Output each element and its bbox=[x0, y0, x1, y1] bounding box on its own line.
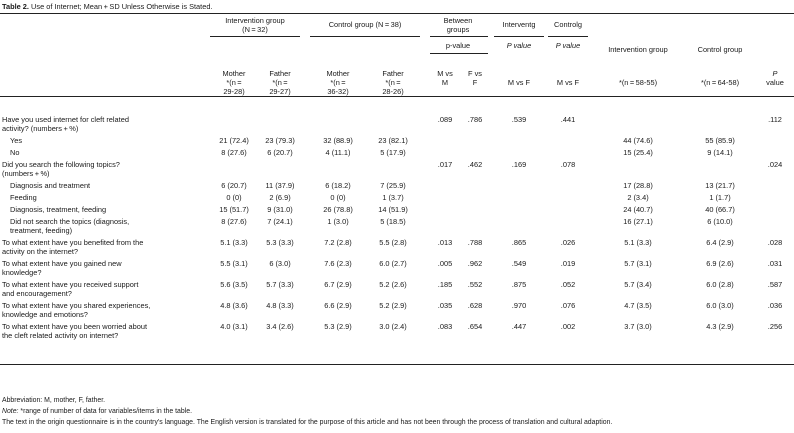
cell-int-total: 3.7 (3.0) bbox=[624, 322, 652, 331]
cell-controlg-p: .052 bbox=[560, 280, 576, 289]
header-p-col-2: value bbox=[766, 78, 784, 87]
cell-p-value: .036 bbox=[767, 301, 783, 310]
row-label: To what extent have you gained new bbox=[2, 259, 122, 268]
cell-int-total: 44 (74.6) bbox=[623, 136, 653, 145]
cell-int-mother: 21 (72.4) bbox=[219, 136, 249, 145]
cell-f-vs-f: .654 bbox=[467, 322, 483, 331]
cell-ctl-total: 13 (21.7) bbox=[705, 181, 735, 190]
cell-f-vs-f: .788 bbox=[467, 238, 483, 247]
cell-ctl-father: 14 (51.9) bbox=[378, 205, 408, 214]
cell-int-mother: 5.1 (3.3) bbox=[220, 238, 248, 247]
cell-f-vs-f: .628 bbox=[467, 301, 483, 310]
rule-between-groups bbox=[430, 36, 488, 37]
cell-ctl-father: 5.2 (2.9) bbox=[379, 301, 407, 310]
cell-int-total: 15 (25.4) bbox=[623, 148, 653, 157]
cell-m-vs-m: .185 bbox=[437, 280, 453, 289]
cell-controlg-p: .076 bbox=[560, 301, 576, 310]
cell-int-father: 3.4 (2.6) bbox=[266, 322, 294, 331]
row-label: To what extent have you benefited from the bbox=[2, 238, 144, 247]
cell-m-vs-m: .005 bbox=[437, 259, 453, 268]
header-between-groups-1: Between bbox=[443, 16, 473, 25]
row-label: activity on the internet? bbox=[2, 247, 79, 256]
header-ctl-mother: Mother bbox=[326, 69, 350, 78]
header-between-groups-2: groups bbox=[446, 25, 470, 34]
bottom-rule bbox=[0, 364, 794, 365]
rule-controlg bbox=[548, 36, 588, 37]
cell-int-mother: 15 (51.7) bbox=[219, 205, 249, 214]
row-label: Yes bbox=[10, 136, 23, 145]
cell-int-total: 4.7 (3.5) bbox=[624, 301, 652, 310]
rule-intervention-group bbox=[210, 36, 300, 37]
cell-controlg-p: .002 bbox=[560, 322, 576, 331]
cell-ctl-mother: 5.3 (2.9) bbox=[324, 322, 352, 331]
row-label: Have you used internet for cleft related bbox=[2, 115, 129, 124]
cell-f-vs-f: .462 bbox=[467, 160, 483, 169]
header-controlg: Controlg bbox=[554, 20, 582, 29]
header-ctl-father-n-prefix: *(n = bbox=[385, 78, 401, 87]
footnote-note-text: *range of number of data for variables/items in the table. bbox=[18, 408, 192, 415]
cell-int-mother: 8 (27.6) bbox=[221, 148, 247, 157]
cell-p-value: .256 bbox=[767, 322, 783, 331]
header-p-value-controlg: P value bbox=[555, 41, 581, 50]
cell-ctl-mother: 6 (18.2) bbox=[325, 181, 351, 190]
cell-int-father: 7 (24.1) bbox=[267, 217, 293, 226]
cell-f-vs-f: .552 bbox=[467, 280, 483, 289]
header-intervention-n: (N = 32) bbox=[242, 25, 268, 34]
cell-controlg-p: .441 bbox=[560, 115, 576, 124]
cell-ctl-mother: 6.6 (2.9) bbox=[324, 301, 352, 310]
cell-ctl-total: 1 (1.7) bbox=[709, 193, 731, 202]
row-label: (numbers + %) bbox=[2, 169, 50, 178]
row-label: No bbox=[10, 148, 20, 157]
header-ctl-father: Father bbox=[382, 69, 404, 78]
row-label: Did not search the topics (diagnosis, bbox=[10, 217, 130, 226]
footnote-abbreviation: Abbreviation: M, mother, F, father. bbox=[2, 397, 106, 404]
cell-ctl-total: 40 (66.7) bbox=[705, 205, 735, 214]
cell-int-father: 23 (79.3) bbox=[265, 136, 295, 145]
header-intervention-group: Intervention group bbox=[225, 16, 285, 25]
cell-int-father: 6 (3.0) bbox=[269, 259, 291, 268]
cell-ctl-father: 7 (25.9) bbox=[380, 181, 406, 190]
cell-ctl-mother: 7.2 (2.8) bbox=[324, 238, 352, 247]
table-title bbox=[2, 2, 213, 11]
cell-f-vs-f: .786 bbox=[467, 115, 483, 124]
header-m-vs-2: M bbox=[441, 78, 449, 87]
cell-ctl-mother: 32 (88.9) bbox=[323, 136, 353, 145]
row-label: activity? (numbers + %) bbox=[2, 124, 79, 133]
cell-int-mother: 0 (0) bbox=[226, 193, 242, 202]
cell-ctl-father: 5 (18.5) bbox=[380, 217, 406, 226]
cell-int-mother: 5.6 (3.5) bbox=[220, 280, 248, 289]
header-interventg: Interventg bbox=[502, 20, 536, 29]
header-int-mother-n: 29-28) bbox=[223, 87, 245, 96]
cell-interventg-p: .169 bbox=[511, 160, 527, 169]
cell-ctl-father: 5.2 (2.6) bbox=[379, 280, 407, 289]
row-label: To what extent have you received support bbox=[2, 280, 139, 289]
cell-p-value: .028 bbox=[767, 238, 783, 247]
cell-ctl-total: 4.3 (2.9) bbox=[706, 322, 734, 331]
header-p-value: p-value bbox=[445, 41, 471, 50]
top-rule bbox=[0, 13, 794, 14]
row-label: and encouragement? bbox=[2, 289, 72, 298]
cell-int-father: 2 (6.9) bbox=[269, 193, 291, 202]
cell-int-mother: 5.5 (3.1) bbox=[220, 259, 248, 268]
header-int-father: Father bbox=[269, 69, 291, 78]
row-label: To what extent have you been worried about bbox=[2, 322, 148, 331]
cell-ctl-father: 5 (17.9) bbox=[380, 148, 406, 157]
header-int-father-n: 29-27) bbox=[269, 87, 291, 96]
cell-ctl-mother: 0 (0) bbox=[330, 193, 346, 202]
cell-ctl-father: 3.0 (2.4) bbox=[379, 322, 407, 331]
cell-int-father: 5.3 (3.3) bbox=[266, 238, 294, 247]
cell-interventg-p: .875 bbox=[511, 280, 527, 289]
header-m-vs-f-controlg: M vs F bbox=[556, 78, 580, 87]
cell-interventg-p: .539 bbox=[511, 115, 527, 124]
cell-m-vs-m: .083 bbox=[437, 322, 453, 331]
cell-f-vs-f: .962 bbox=[467, 259, 483, 268]
header-ctl-father-n: 28-26) bbox=[382, 87, 404, 96]
rule-control-group bbox=[310, 36, 420, 37]
cell-interventg-p: .549 bbox=[511, 259, 527, 268]
cell-m-vs-m: .013 bbox=[437, 238, 453, 247]
cell-controlg-p: .019 bbox=[560, 259, 576, 268]
cell-ctl-mother: 1 (3.0) bbox=[327, 217, 349, 226]
header-int-mother: Mother bbox=[222, 69, 246, 78]
cell-int-father: 9 (31.0) bbox=[267, 205, 293, 214]
header-p-value-interventg: P value bbox=[506, 41, 532, 50]
row-label: treatment, feeding) bbox=[10, 226, 73, 235]
header-int-mother-n-prefix: *(n = bbox=[226, 78, 242, 87]
cell-ctl-total: 6 (10.0) bbox=[707, 217, 733, 226]
cell-ctl-father: 5.5 (2.8) bbox=[379, 238, 407, 247]
header-bottom-rule bbox=[0, 96, 794, 97]
cell-ctl-father: 1 (3.7) bbox=[382, 193, 404, 202]
cell-p-value: .024 bbox=[767, 160, 783, 169]
row-label: Did you search the following topics? bbox=[2, 160, 120, 169]
cell-ctl-total: 9 (14.1) bbox=[707, 148, 733, 157]
cell-m-vs-m: .089 bbox=[437, 115, 453, 124]
cell-int-total: 16 (27.1) bbox=[623, 217, 653, 226]
cell-int-mother: 4.0 (3.1) bbox=[220, 322, 248, 331]
row-label: Feeding bbox=[10, 193, 37, 202]
footnote-origin: The text in the origin questionnaire is in the country’s language. The English version is translated for the purpose of this article and has not been through the process of translation and cultural adaption. bbox=[2, 419, 613, 426]
cell-int-father: 11 (37.9) bbox=[265, 181, 295, 190]
cell-p-value: .587 bbox=[767, 280, 783, 289]
cell-m-vs-m: .017 bbox=[437, 160, 453, 169]
header-ctl-mother-n-prefix: *(n = bbox=[330, 78, 346, 87]
footnote-note-label: Note: bbox=[2, 408, 19, 415]
footnote-note bbox=[2, 408, 192, 415]
header-m-vs-1: M vs bbox=[437, 69, 453, 78]
table-title-text: Use of Internet; Mean + SD Unless Otherwise is Stated. bbox=[31, 2, 213, 11]
header-ctl-total-n: *(n = 64-58) bbox=[700, 78, 740, 87]
cell-int-mother: 6 (20.7) bbox=[221, 181, 247, 190]
cell-ctl-father: 23 (82.1) bbox=[378, 136, 408, 145]
cell-interventg-p: .970 bbox=[511, 301, 527, 310]
cell-ctl-mother: 7.6 (2.3) bbox=[324, 259, 352, 268]
cell-controlg-p: .026 bbox=[560, 238, 576, 247]
cell-ctl-total: 6.0 (2.8) bbox=[706, 280, 734, 289]
header-f-vs-1: F vs bbox=[468, 69, 482, 78]
cell-int-total: 24 (40.7) bbox=[623, 205, 653, 214]
row-label: knowledge and emotions? bbox=[2, 310, 88, 319]
cell-int-total: 17 (28.8) bbox=[623, 181, 653, 190]
cell-int-total: 5.7 (3.4) bbox=[624, 280, 652, 289]
cell-ctl-mother: 6.7 (2.9) bbox=[324, 280, 352, 289]
cell-int-mother: 8 (27.6) bbox=[221, 217, 247, 226]
rule-interventg bbox=[494, 36, 544, 37]
cell-ctl-total: 55 (85.9) bbox=[705, 136, 735, 145]
cell-int-father: 5.7 (3.3) bbox=[266, 280, 294, 289]
row-label: knowledge? bbox=[2, 268, 42, 277]
cell-interventg-p: .865 bbox=[511, 238, 527, 247]
header-p-col-1: P bbox=[772, 69, 778, 78]
header-f-vs-2: F bbox=[472, 78, 478, 87]
cell-int-mother: 4.8 (3.6) bbox=[220, 301, 248, 310]
cell-int-total: 5.7 (3.1) bbox=[624, 259, 652, 268]
cell-int-father: 6 (20.7) bbox=[267, 148, 293, 157]
rule-p-value bbox=[430, 53, 488, 54]
header-int-father-n-prefix: *(n = bbox=[272, 78, 288, 87]
cell-ctl-total: 6.9 (2.6) bbox=[706, 259, 734, 268]
header-int-total-n: *(n = 58-55) bbox=[618, 78, 658, 87]
cell-ctl-mother: 26 (78.8) bbox=[323, 205, 353, 214]
header-intervention-group-col: Intervention group bbox=[608, 45, 668, 54]
cell-controlg-p: .078 bbox=[560, 160, 576, 169]
cell-m-vs-m: .035 bbox=[437, 301, 453, 310]
cell-ctl-total: 6.4 (2.9) bbox=[706, 238, 734, 247]
header-control-group: Control group (N = 38) bbox=[328, 20, 402, 29]
row-label: To what extent have you shared experiences, bbox=[2, 301, 151, 310]
cell-p-value: .112 bbox=[768, 115, 782, 124]
cell-ctl-total: 6.0 (3.0) bbox=[706, 301, 734, 310]
cell-interventg-p: .447 bbox=[511, 322, 527, 331]
row-label: Diagnosis and treatment bbox=[10, 181, 91, 190]
header-control-group-col: Control group bbox=[697, 45, 743, 54]
cell-int-father: 4.8 (3.3) bbox=[266, 301, 294, 310]
table-title-label: Table 2. bbox=[2, 2, 29, 11]
cell-ctl-mother: 4 (11.1) bbox=[325, 148, 351, 157]
cell-p-value: .031 bbox=[767, 259, 783, 268]
header-ctl-mother-n: 36-32) bbox=[327, 87, 349, 96]
cell-ctl-father: 6.0 (2.7) bbox=[379, 259, 407, 268]
header-m-vs-f-interventg: M vs F bbox=[507, 78, 531, 87]
row-label: Diagnosis, treatment, feeding bbox=[10, 205, 107, 214]
cell-int-total: 5.1 (3.3) bbox=[624, 238, 652, 247]
row-label: the cleft related activity on internet? bbox=[2, 331, 119, 340]
cell-int-total: 2 (3.4) bbox=[627, 193, 649, 202]
